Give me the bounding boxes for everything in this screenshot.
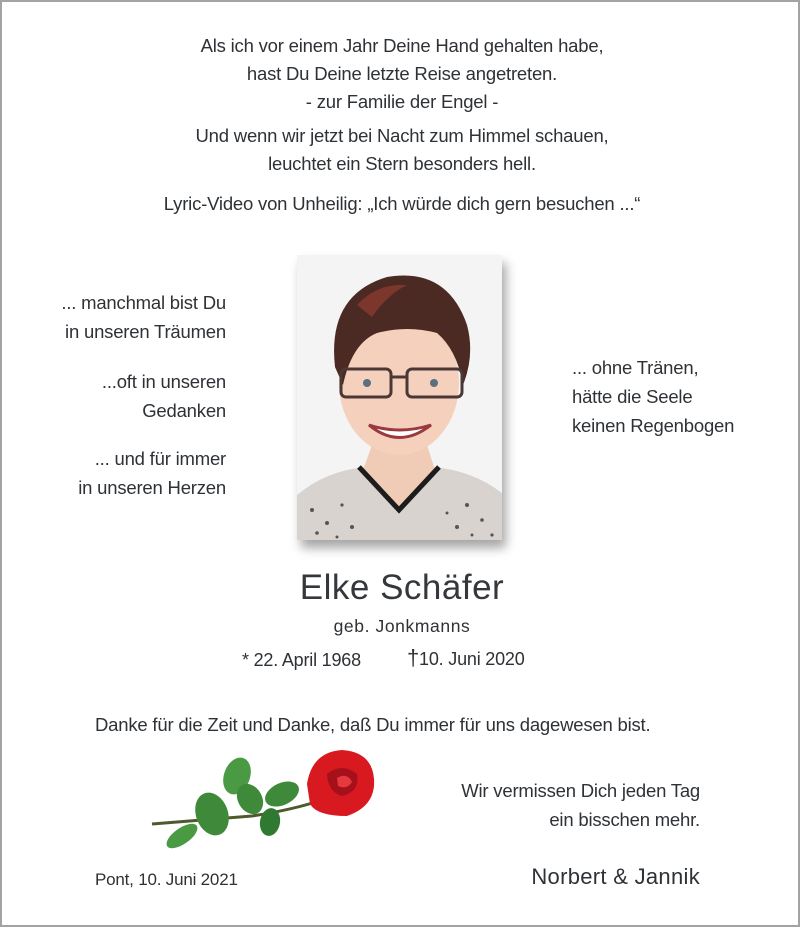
cross-icon: † <box>407 645 420 670</box>
place-date: Pont, 10. Juni 2021 <box>95 870 238 889</box>
missing-line: Wir vermissen Dich jeden Tag <box>461 780 700 801</box>
signature: Norbert & Jannik <box>531 864 700 889</box>
birth-symbol: * <box>242 650 249 670</box>
poem-line: Als ich vor einem Jahr Deine Hand gehalten habe, <box>200 35 604 56</box>
missing-line: ein bisschen mehr. <box>549 809 700 830</box>
left-verse-line: ... und für immer <box>94 448 226 469</box>
lyric-credit: Lyric-Video von Unheilig: „Ich würde dich gern besuchen ...“ <box>163 193 641 214</box>
death-date: 10. Juni 2020 <box>419 649 525 669</box>
right-verse-line: ... ohne Tränen, <box>572 357 699 378</box>
birth-date-line <box>242 646 361 674</box>
poem-line: - zur Familie der Engel - <box>305 91 499 112</box>
deceased-name: Elke Schäfer <box>299 568 505 607</box>
poem-line: Und wenn wir jetzt bei Nacht zum Himmel schauen, <box>195 125 609 146</box>
portrait-photo <box>297 255 502 540</box>
death-date-line <box>407 644 525 673</box>
left-verse-line: Gedanken <box>142 400 226 421</box>
left-verse-line: in unseren Herzen <box>78 477 226 498</box>
poem-line: hast Du Deine letzte Reise angetreten. <box>246 63 558 84</box>
poem-line: leuchtet ein Stern besonders hell. <box>268 153 536 174</box>
portrait-illustration <box>297 255 502 540</box>
birth-date: 22. April 1968 <box>253 650 361 670</box>
left-verse-line: in unseren Träumen <box>65 321 226 342</box>
left-verse-line: ...oft in unseren <box>101 371 226 392</box>
maiden-name: geb. Jonkmanns <box>333 616 471 636</box>
left-verse-line: ... manchmal bist Du <box>61 292 226 313</box>
thanks-text: Danke für die Zeit und Danke, daß Du immer für uns dagewesen bist. <box>95 714 651 735</box>
right-verse-line: hätte die Seele <box>572 386 693 407</box>
right-verse-line: keinen Regenbogen <box>572 415 735 436</box>
